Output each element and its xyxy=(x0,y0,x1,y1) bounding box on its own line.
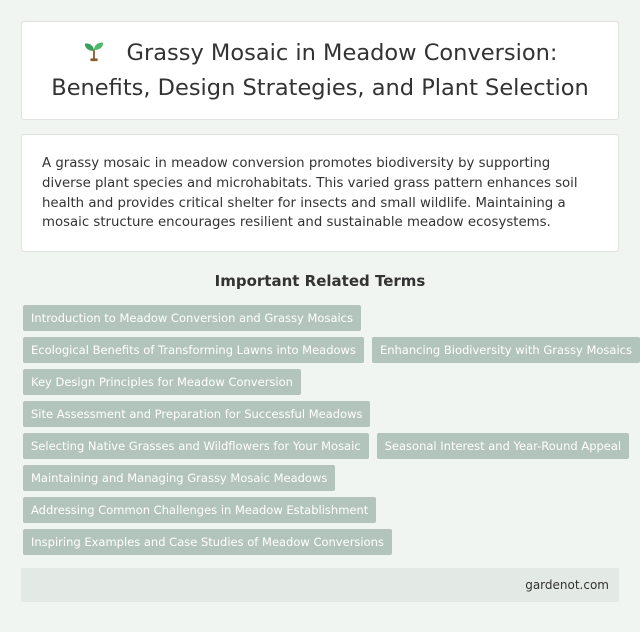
related-terms-row xyxy=(23,337,632,363)
title-line-1: Grassy Mosaic in Meadow Conversion: xyxy=(126,39,558,66)
related-terms-row xyxy=(23,529,623,555)
related-terms-row xyxy=(23,369,623,395)
sprout-icon xyxy=(83,40,105,62)
related-term-tag[interactable]: Inspiring Examples and Case Studies of Meadow Conversions xyxy=(23,529,392,555)
page-title xyxy=(51,36,588,106)
footer-site[interactable]: gardenot.com xyxy=(525,578,609,592)
related-terms-row xyxy=(23,305,623,331)
related-terms-heading: Important Related Terms xyxy=(214,272,426,290)
summary-text: A grassy mosaic in meadow conversion promotes biodiversity by supporting diverse plant species and microhabitats. This varied grass pattern enhances soil health and provides critical shelter for insects and small wildlife. Maintaining a mosaic structure encourages resilient and sustainable meadow ecosystems. xyxy=(42,156,578,231)
related-terms-list xyxy=(23,305,632,561)
related-terms-row xyxy=(23,497,623,523)
related-term-tag[interactable]: Maintaining and Managing Grassy Mosaic Meadows xyxy=(23,465,335,491)
title-line-2: Benefits, Design Strategies, and Plant Selection xyxy=(51,74,589,101)
related-term-tag[interactable]: Addressing Common Challenges in Meadow Establishment xyxy=(23,497,376,523)
related-term-tag[interactable]: Key Design Principles for Meadow Conversion xyxy=(23,369,301,395)
related-term-tag[interactable]: Site Assessment and Preparation for Successful Meadows xyxy=(23,401,370,427)
related-term-tag[interactable]: Ecological Benefits of Transforming Lawns into Meadows xyxy=(23,337,364,363)
related-term-tag[interactable]: Seasonal Interest and Year-Round Appeal xyxy=(377,433,630,459)
related-term-tag[interactable]: Introduction to Meadow Conversion and Grassy Mosaics xyxy=(23,305,361,331)
footer xyxy=(21,568,619,602)
related-terms-row xyxy=(23,433,623,459)
related-term-tag[interactable]: Enhancing Biodiversity with Grassy Mosaics xyxy=(372,337,640,363)
title-card xyxy=(21,21,619,120)
related-terms-row xyxy=(23,401,623,427)
summary-card xyxy=(21,134,619,252)
related-term-tag[interactable]: Selecting Native Grasses and Wildflowers for Your Mosaic xyxy=(23,433,369,459)
related-terms-row xyxy=(23,465,623,491)
